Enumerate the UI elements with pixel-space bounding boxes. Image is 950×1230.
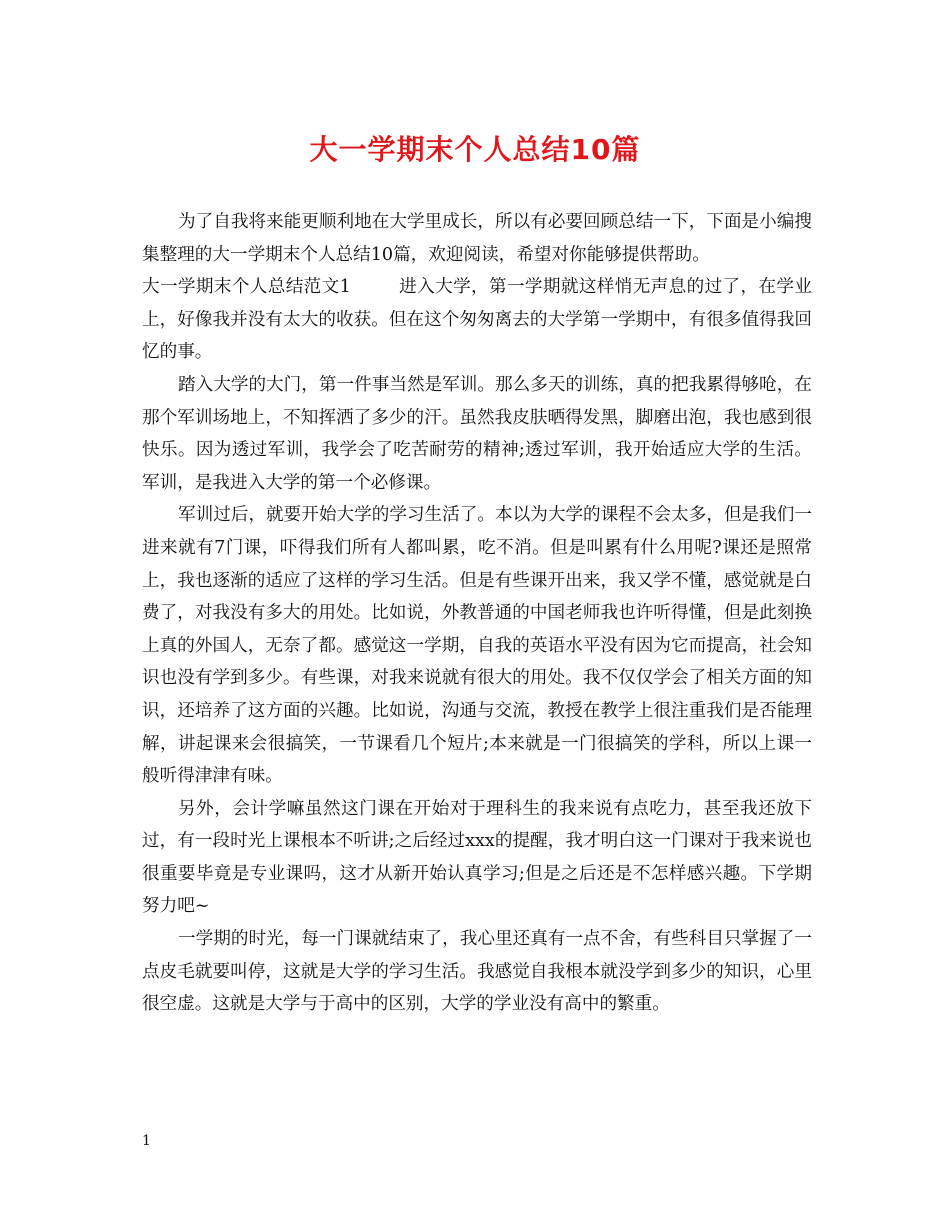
sample-heading: 大一学期末个人总结范文1 bbox=[142, 277, 351, 298]
body-paragraph: 踏入大学的大门，第一件事当然是军训。那么多天的训练，真的把我累得够呛，在那个军训场地上，不知挥洒了多少的汗。虽然我皮肤晒得发黑，脚磨出泡，我也感到很快乐。因为透过军训，我学会了吃苦耐劳的精神;透过军训，我开始适应大学的生活。军训，是我进入大学的第一个必修课。 bbox=[142, 374, 812, 493]
body-paragraph: 军训过后，就要开始大学的学习生活了。本以为大学的课程不会太多，但是我们一进来就有7门课，吓得我们所有人都叫累，吃不消。但是叫累有什么用呢?课还是照常上，我也逐渐的适应了这样的学习生活。但是有些课开出来，我又学不懂，感觉就是白费了，对我没有多大的用处。比如说，外教普通的中国老师我也许听得懂，但是此刻换上真的外国人，无奈了都。感觉这一学期，自我的英语水平没有因为它而提高，社会知识也没有学到多少。有些课，对我来说就有很大的用处。我不仅仅学会了相关方面的知识，还培养了这方面的兴趣。比如说，沟通与交流，教授在教学上很注重我们是否能理解，讲起课来会很搞笑，一节课看几个短片;本来就是一门很搞笑的学科，所以上课一般听得津津有味。 bbox=[142, 505, 812, 787]
body-paragraph: 另外，会计学嘛虽然这门课在开始对于理科生的我来说有点吃力，甚至我还放下过，有一段时光上课根本不听讲;之后经过xxx的提醒，我才明白这一门课对于我来说也很重要毕竟是专业课吗，这才从新开始认真学习;但是之后还是不怎样感兴趣。下学期努力吧~ bbox=[142, 798, 812, 917]
page-number: 1 bbox=[142, 1133, 151, 1149]
body-paragraph: 一学期的时光，每一门课就结束了，我心里还真有一点不舍，有些科目只掌握了一点皮毛就要叫停，这就是大学的学习生活。我感觉自我根本就没学到多少的知识，心里很空虚。这就是大学与于高中的区别，大学的学业没有高中的繁重。 bbox=[142, 929, 812, 1015]
document-title: 大一学期末个人总结10篇 bbox=[309, 133, 641, 166]
intro-paragraph: 为了自我将来能更顺利地在大学里成长，所以有必要回顾总结一下，下面是小编搜集整理的大一学期末个人总结10篇，欢迎阅读，希望对你能够提供帮助。 bbox=[142, 212, 812, 265]
sample-first-paragraph bbox=[142, 271, 812, 369]
document-body bbox=[142, 206, 812, 1021]
sample-first-text: 进入大学，第一学期就这样悄无声息的过了，在学业上，好像我并没有太大的收获。但在这个匆匆离去的大学第一学期中，有很多值得我回忆的事。 bbox=[142, 277, 812, 363]
